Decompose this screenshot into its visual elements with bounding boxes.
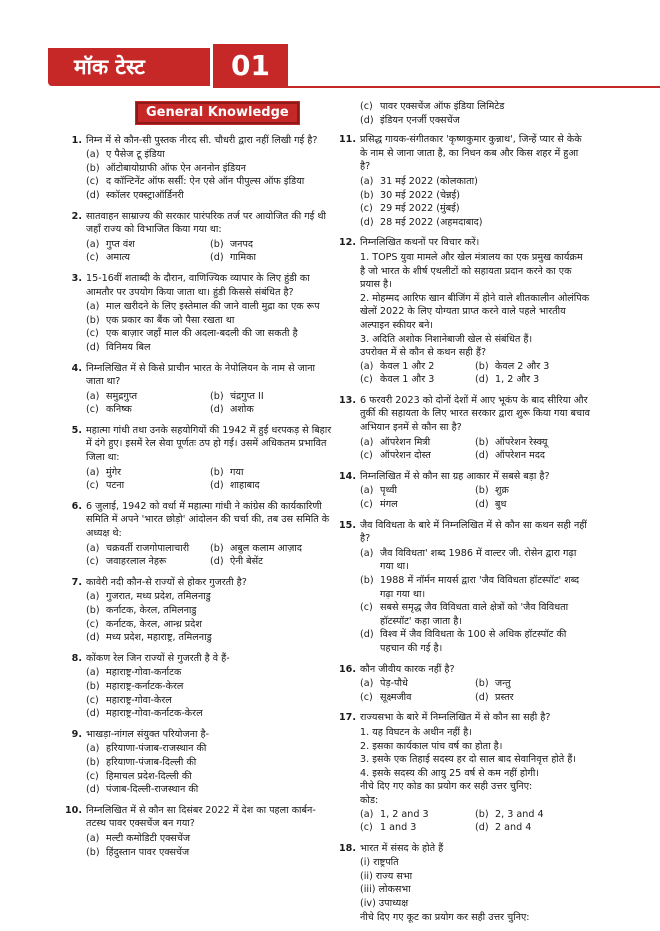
question-text: निम्नलिखित कथनों पर विचार करें। [360, 237, 480, 249]
option-label: (c) [360, 203, 373, 215]
option-text: चक्रवर्ती राजगोपालाचारी [106, 542, 190, 554]
statement: (ii) राज्य सभा [360, 870, 413, 882]
question-text: राज्यसभा के बारे में निम्नलिखित में से कौन सा सही है? [360, 712, 551, 724]
answer-option [86, 590, 334, 604]
option-text: ऑपरेशन दोस्त [380, 450, 431, 462]
question-text: निम्न में से कौन-सी पुस्तक नीरद सी. चौधरी द्वारा नहीं लिखी गई है? [86, 134, 318, 146]
question-number: 16. [339, 663, 356, 675]
statement: (iii) लोकसभा [360, 884, 411, 896]
question-number: 9. [71, 728, 82, 740]
option-text: गुप्त वंश [106, 238, 135, 250]
answer-option [360, 484, 475, 498]
option-label: (c) [86, 770, 99, 782]
option-grid [86, 466, 334, 493]
option-label: (b) [86, 605, 100, 616]
option-grid [360, 484, 590, 511]
question-text: कोंकण रेल जिन राज्यों से गुजरती है वे हैं- [86, 652, 230, 664]
answer-option [475, 821, 590, 835]
option-text: मल्टी कमोडिटी एक्सचेंज [106, 832, 191, 844]
answer-option [210, 555, 334, 569]
question [339, 394, 590, 463]
option-text: महाराष्ट्र-गोवा-कर्नाटक [106, 667, 182, 679]
question-number: 6. [71, 500, 82, 512]
option-text: जन्तु [495, 678, 511, 690]
question-text: कावेरी नदी कौन-से राज्यों से होकर गुजरती है? [86, 576, 247, 588]
banner-label: मॉक टेस्ट [48, 48, 210, 86]
option-label: (c) [360, 602, 373, 614]
option-label: (a) [86, 466, 100, 478]
question-number: 12. [339, 237, 356, 249]
option-label: (a) [86, 238, 100, 250]
answer-option [360, 547, 590, 574]
option-label: (d) [475, 450, 489, 462]
option-text: ऑपरेशन मदद [495, 450, 546, 462]
answer-option [86, 618, 334, 632]
answer-option [210, 542, 334, 556]
answer-option [86, 680, 334, 694]
answer-option [86, 846, 334, 860]
answer-option [86, 604, 334, 618]
answer-option [86, 314, 334, 328]
option-text: 29 मई 2022 (मुंबई) [380, 203, 460, 215]
question [339, 842, 590, 925]
question [72, 210, 334, 265]
option-label: (a) [360, 678, 374, 690]
option-label: (b) [360, 189, 374, 201]
option-grid [86, 390, 334, 417]
option-text: चंद्रगुप्त II [230, 390, 264, 402]
option-text: पृथ्वी [380, 485, 397, 497]
answer-option [86, 770, 334, 784]
question-number: 11. [339, 134, 356, 146]
option-text: 28 मई 2022 (अहमदाबाद) [380, 216, 483, 228]
question [72, 272, 334, 355]
question-text: निम्नलिखित में से कौन सा ग्रह आकार में सबसे बड़ा है? [360, 470, 550, 482]
option-label: (d) [360, 114, 374, 126]
option-text: ऐनी बेसेंट [230, 556, 263, 568]
option-text: 2, 3 and 4 [495, 808, 544, 820]
answer-option [86, 479, 210, 493]
option-label: (b) [475, 485, 489, 497]
option-label: (a) [360, 808, 374, 820]
option-label: (b) [475, 678, 489, 690]
option-label: (d) [86, 708, 100, 720]
option-label: (a) [86, 301, 100, 313]
option-text: कर्नाटक, केरल, आन्ध्र प्रदेश [106, 618, 202, 630]
option-label: (d) [86, 341, 100, 353]
option-text: मुंगेर [106, 466, 122, 478]
option-text: केवल 1 और 2 [380, 360, 435, 372]
question-text: महात्मा गांधी तथा उनके सहयोगियों की 1942 में हुई धरपकड़ से बिहार में दंगे हुए। इसमें रेल सेवा पूर्णतः ठप हो गई। उसमें अधिकतम प्रभावित जिला था: [86, 424, 332, 464]
question [339, 236, 590, 387]
option-text: प्रस्तर [495, 691, 514, 703]
option-label: (c) [86, 404, 99, 416]
option-text: केवल 1 और 3 [380, 374, 435, 386]
option-text: एक बाज़ार जहाँ माल की अदला-बदली की जा सकती है [106, 328, 298, 340]
left-column [65, 100, 334, 866]
question [339, 711, 590, 834]
statement: 2. इसका कार्यकाल पांच वर्ष का होता है। [360, 740, 503, 752]
option-label: (a) [86, 743, 100, 755]
answer-option [86, 148, 334, 162]
option-label: (d) [210, 556, 224, 568]
option-text: जैव विविधता' शब्द 1986 में वाल्टर जी. रोसेन द्वारा गढ़ा गया था। [380, 547, 577, 573]
option-label: (a) [86, 591, 100, 603]
option-label: (b) [86, 846, 100, 858]
option-text: हिमाचल प्रदेश-दिल्ली की [106, 770, 192, 782]
option-text: विश्व में जैव विविधता के 100 से अधिक हॉटस्पॉट की पहचान की गई है। [380, 629, 567, 654]
statement: (i) राष्ट्रपति [360, 857, 399, 869]
option-text: ऑपरेशन मित्री [380, 436, 431, 448]
option-label: (c) [86, 176, 99, 188]
answer-option [360, 189, 590, 203]
option-text: हरियाणा-पंजाब-दिल्ली की [106, 756, 197, 768]
question-number: 15. [339, 519, 356, 531]
option-text: पटना [106, 480, 125, 492]
answer-option [360, 114, 590, 128]
continued-options [346, 100, 590, 127]
answer-option [86, 341, 334, 355]
question-text: जैव विविधता के बारे में निम्नलिखित में से कौन सा कथन सही नहीं है? [360, 519, 587, 545]
option-label: (a) [86, 832, 100, 844]
answer-option [475, 436, 590, 450]
question [72, 728, 334, 797]
answer-option [475, 498, 590, 512]
option-label: (c) [360, 374, 373, 386]
option-text: 30 मई 2022 (चेन्नई) [380, 189, 460, 201]
answer-option [475, 691, 590, 705]
answer-option [360, 574, 590, 601]
option-text: हरियाणा-पंजाब-राजस्थान की [106, 743, 207, 755]
option-text: मध्य प्रदेश, महाराष्ट्र, तमिलनाडु [106, 632, 212, 644]
question-number: 2. [71, 210, 82, 222]
answer-option [360, 175, 590, 189]
answer-option [360, 373, 475, 387]
option-label: (a) [360, 547, 374, 559]
answer-option [86, 300, 334, 314]
statement: नीचे दिए गए कोड का प्रयोग कर सही उत्तर चुनिए: [360, 781, 533, 793]
answer-option [210, 238, 334, 252]
answer-option [86, 162, 334, 176]
option-text: अशोक [230, 404, 254, 416]
statement: कोड: [360, 794, 379, 806]
answer-option [475, 373, 590, 387]
option-grid [360, 808, 590, 835]
question-text: भारत में संसद के होते हैं [360, 842, 444, 854]
right-question-list [339, 133, 590, 924]
option-label: (c) [360, 691, 373, 703]
question [72, 576, 334, 645]
statement: 1. TOPS युवा मामले और खेल मंत्रालय का एक प्रमुख कार्यक्रम है जो भारत के शीर्ष एथलीटों को सहायता प्रदान करने का एक प्रयास है। [360, 251, 583, 291]
option-label: (b) [475, 808, 489, 820]
question-number: 17. [339, 712, 356, 724]
question [72, 500, 334, 569]
option-text: गुजरात, मध्य प्रदेश, तमिलनाडु [106, 591, 211, 603]
option-grid [360, 677, 590, 704]
answer-option [86, 694, 334, 708]
option-label: (c) [86, 328, 99, 340]
option-grid [360, 436, 590, 463]
question [339, 133, 590, 229]
option-text: महाराष्ट्र-गोवा-कर्नाटक-केरल [106, 708, 203, 720]
option-text: इंडियन एनर्जी एक्सचेंज [380, 114, 460, 126]
option-text: सबसे समृद्ध जैव विविधता वाले क्षेत्रों को 'जैव विविधता हॉटस्पॉट' कहा जाता है। [380, 602, 569, 627]
answer-option [360, 100, 590, 114]
question [65, 804, 334, 859]
statement: 4. इसके सदस्य की आयु 25 वर्ष से कम नहीं होगी। [360, 767, 539, 779]
option-label: (d) [475, 691, 489, 703]
option-text: हिंदुस्तान पावर एक्सचेंज [106, 846, 190, 858]
answer-option [86, 466, 210, 480]
answer-option [360, 449, 475, 463]
answer-option [210, 479, 334, 493]
answer-option [86, 783, 334, 797]
option-text: जनपद [230, 238, 253, 250]
answer-option [210, 390, 334, 404]
option-text: 1 and 3 [380, 822, 417, 834]
option-text: समुद्रगुप्त [106, 390, 138, 402]
answer-option [475, 449, 590, 463]
option-text: जवाहरलाल नेहरू [106, 556, 167, 568]
option-grid [86, 542, 334, 569]
question-number: 13. [339, 394, 356, 406]
question-number: 10. [65, 804, 82, 816]
option-label: (b) [86, 756, 100, 768]
option-text: मंगल [380, 499, 398, 511]
question [339, 519, 590, 656]
question-text: भाखड़ा-नांगल संयुक्त परियोजना है- [86, 728, 210, 740]
option-text: ए पैसेज टू इंडिया [106, 149, 165, 161]
option-text: स्कॉलर एक्स्ट्राऑर्डिनरी [106, 189, 184, 201]
question-number: 3. [71, 272, 82, 284]
option-text: गामिका [230, 252, 256, 264]
question-number: 4. [71, 362, 82, 374]
option-label: (d) [86, 189, 100, 201]
option-label: (b) [86, 314, 100, 326]
option-text: गया [230, 466, 244, 478]
question-text: 6 जुलाई, 1942 को वर्धा में महात्मा गांधी ने कांग्रेस की कार्यकारिणी समिति में अपने 'भारत छोड़ो' आंदोलन की चर्चा की, तब उस समिति के अध्यक्ष थे: [86, 500, 330, 540]
option-label: (d) [86, 632, 100, 644]
option-text: 2 and 4 [495, 822, 532, 834]
option-grid [86, 238, 334, 265]
answer-option [86, 542, 210, 556]
mock-test-banner [48, 44, 288, 88]
option-text: पावर एक्सचेंज ऑफ इंडिया लिमिटेड [380, 101, 505, 112]
answer-option [86, 666, 334, 680]
option-label: (b) [475, 360, 489, 372]
option-label: (d) [475, 499, 489, 511]
option-text: 1, 2 और 3 [495, 374, 540, 386]
answer-option [210, 251, 334, 265]
question [72, 424, 334, 493]
option-text: अबुल कलाम आज़ाद [230, 542, 303, 554]
option-text: विनिमय बिल [106, 341, 151, 353]
question-text: 15-16वीं शताब्दी के दौरान, वाणिज्यिक व्यापार के लिए हुंडी का आमतौर पर उपयोग किया जाता था। हुंडी किससे संबंधित है? [86, 272, 310, 298]
answer-option [360, 808, 475, 822]
question [72, 134, 334, 203]
option-label: (a) [86, 149, 100, 161]
question-number: 8. [71, 652, 82, 664]
answer-option [475, 360, 590, 374]
option-label: (b) [210, 238, 224, 250]
option-text: माल खरीदने के लिए इस्तेमाल की जाने वाली मुद्रा का एक रूप [106, 301, 320, 313]
statement: 1. यह विघटन के अधीन नहीं है। [360, 726, 472, 738]
option-label: (b) [210, 542, 224, 554]
option-label: (a) [360, 436, 374, 448]
right-column [339, 100, 590, 931]
option-label: (c) [86, 694, 99, 706]
option-label: (b) [210, 466, 224, 478]
option-text: 1, 2 and 3 [380, 808, 429, 820]
option-text: 31 मई 2022 (कोलकाता) [380, 175, 478, 187]
option-text: द कॉन्टिनेंट ऑफ सर्सी: ऐन एसे ऑन पीपुल्स ऑफ इंडिया [106, 176, 305, 188]
question-text: कौन जीवीय कारक नहीं है? [360, 663, 455, 675]
answer-option [86, 327, 334, 341]
statement: (iv) उपाध्यक्ष [360, 898, 409, 910]
option-label: (b) [86, 162, 100, 174]
statement: नीचे दिए गए कूट का प्रयोग कर सही उत्तर चुनिए: [360, 911, 530, 923]
option-text: कनिष्क [106, 404, 132, 416]
banner-number: 01 [210, 44, 288, 88]
question-number: 1. [71, 134, 82, 146]
question-text: 6 फरवरी 2023 को दोनों देशों में आए भूकंप के बाद सीरिया और तुर्की की सहायता के लिए भारत सरकार द्वारा शुरू किया गया बचाव अभियान इनमें से कौन सा है? [360, 394, 590, 434]
answer-option [360, 498, 475, 512]
option-label: (a) [360, 360, 374, 372]
answer-option [475, 484, 590, 498]
answer-option [360, 691, 475, 705]
question-number: 18. [339, 842, 356, 854]
option-text: ऑटोबायोग्राफी ऑफ ऐन अननोन इंडियन [106, 162, 246, 174]
answer-option [475, 808, 590, 822]
statement: 3. इसके एक तिहाई सदस्य हर दो साल बाद सेवानिवृत्त होते हैं। [360, 754, 577, 766]
answer-option [86, 707, 334, 721]
option-text: बुध [495, 499, 507, 511]
option-text: महाराष्ट्र-कर्नाटक-केरल [106, 680, 184, 692]
question [72, 362, 334, 417]
option-text: सूक्ष्मजीव [380, 691, 412, 703]
question-text: निम्नलिखित में से कौन सा दिसंबर 2022 में देश का पहला कार्बन-तटस्थ पावर एक्सचेंज बन गया? [86, 804, 316, 830]
option-text: पेड़-पौधे [380, 678, 408, 690]
option-label: (b) [475, 436, 489, 448]
question-text: निम्नलिखित में से किसे प्राचीन भारत के नेपोलियन के नाम से जाना जाता था? [86, 362, 316, 388]
answer-option [210, 403, 334, 417]
statement: 3. अदिति अशोक निशानेबाजी खेल से संबंधित हैं। [360, 333, 533, 345]
answer-option [360, 216, 590, 230]
option-label: (c) [360, 499, 373, 511]
option-label: (b) [210, 390, 224, 402]
answer-option [475, 677, 590, 691]
option-text: पंजाब-दिल्ली-राजस्थान की [106, 784, 199, 796]
option-label: (c) [86, 480, 99, 492]
option-text: अमात्य [106, 252, 130, 264]
option-label: (a) [360, 175, 374, 187]
answer-option [86, 555, 210, 569]
option-label: (d) [475, 822, 489, 834]
option-text: एक प्रकार का बैंक जो पैसा रखता था [106, 314, 235, 326]
left-question-list [65, 134, 334, 860]
answer-option [210, 466, 334, 480]
answer-option [86, 251, 210, 265]
question-number: 14. [339, 470, 356, 482]
question [339, 663, 590, 705]
answer-option [86, 756, 334, 770]
statement: 2. मोहम्मद आरिफ खान बीजिंग में होने वाले शीतकालीन ओलंपिक खेलों 2022 के लिए योग्यता प्राप्त करने वाले पहले भारतीय अल्पाइन स्कीयर बने। [360, 292, 590, 331]
question-number: 5. [71, 424, 82, 436]
option-label: (d) [210, 252, 224, 264]
option-text: शाहाबाद [230, 480, 260, 492]
answer-option [86, 390, 210, 404]
option-text: महाराष्ट्र-गोवा-केरल [106, 694, 172, 706]
answer-option [360, 601, 590, 628]
answer-option [86, 742, 334, 756]
statement: उपरोक्त में से कौन से कथन सही हैं? [360, 347, 487, 359]
answer-option [360, 821, 475, 835]
question-text: प्रसिद्ध गायक-संगीतकार 'कृष्णकुमार कुन्नाथ', जिन्हें प्यार से केके के नाम से जाना जाता है, का निधन कब और किस शहर में हुआ है? [360, 134, 582, 173]
question [339, 470, 590, 512]
option-label: (a) [86, 667, 100, 679]
option-text: 1988 में नॉर्मन मायर्स द्वारा 'जैव विविधता हॉटस्पॉट' शब्द गढ़ा गया था। [380, 575, 580, 600]
option-label: (d) [86, 784, 100, 796]
option-text: कर्नाटक, केरल, तमिलनाडु [106, 605, 197, 616]
answer-option [86, 832, 334, 846]
option-label: (d) [360, 629, 374, 641]
option-label: (a) [86, 542, 100, 554]
option-label: (a) [360, 485, 374, 497]
option-label: (c) [360, 450, 373, 462]
answer-option [86, 175, 334, 189]
option-label: (d) [360, 216, 374, 228]
answer-option [360, 628, 590, 655]
option-label: (b) [86, 680, 100, 692]
option-text: शुक्र [495, 485, 509, 497]
option-grid [360, 360, 590, 387]
answer-option [360, 677, 475, 691]
option-text: केवल 2 और 3 [495, 360, 550, 372]
option-text: ऑपरेशन रेस्क्यू [495, 436, 548, 448]
option-label: (c) [360, 101, 373, 112]
option-label: (b) [360, 575, 374, 586]
option-label: (c) [86, 252, 99, 264]
answer-option [360, 360, 475, 374]
section-title: General Knowledge [136, 102, 299, 124]
option-label: (d) [210, 404, 224, 416]
option-label: (d) [475, 374, 489, 386]
option-label: (c) [360, 822, 373, 834]
answer-option [86, 631, 334, 645]
question [72, 652, 334, 721]
answer-option [86, 403, 210, 417]
option-label: (d) [210, 480, 224, 492]
question-number: 7. [71, 576, 82, 588]
option-label: (c) [86, 618, 99, 630]
banner-rule [288, 86, 660, 88]
option-label: (c) [86, 556, 99, 568]
answer-option [360, 436, 475, 450]
question-text: सातवाहन साम्राज्य की सरकार पारंपरिक तर्ज पर आयोजित की गई थी जहाँ राज्य को विभाजित किया गया था: [86, 210, 327, 236]
option-label: (a) [86, 390, 100, 402]
answer-option [86, 238, 210, 252]
answer-option [86, 189, 334, 203]
answer-option [360, 202, 590, 216]
